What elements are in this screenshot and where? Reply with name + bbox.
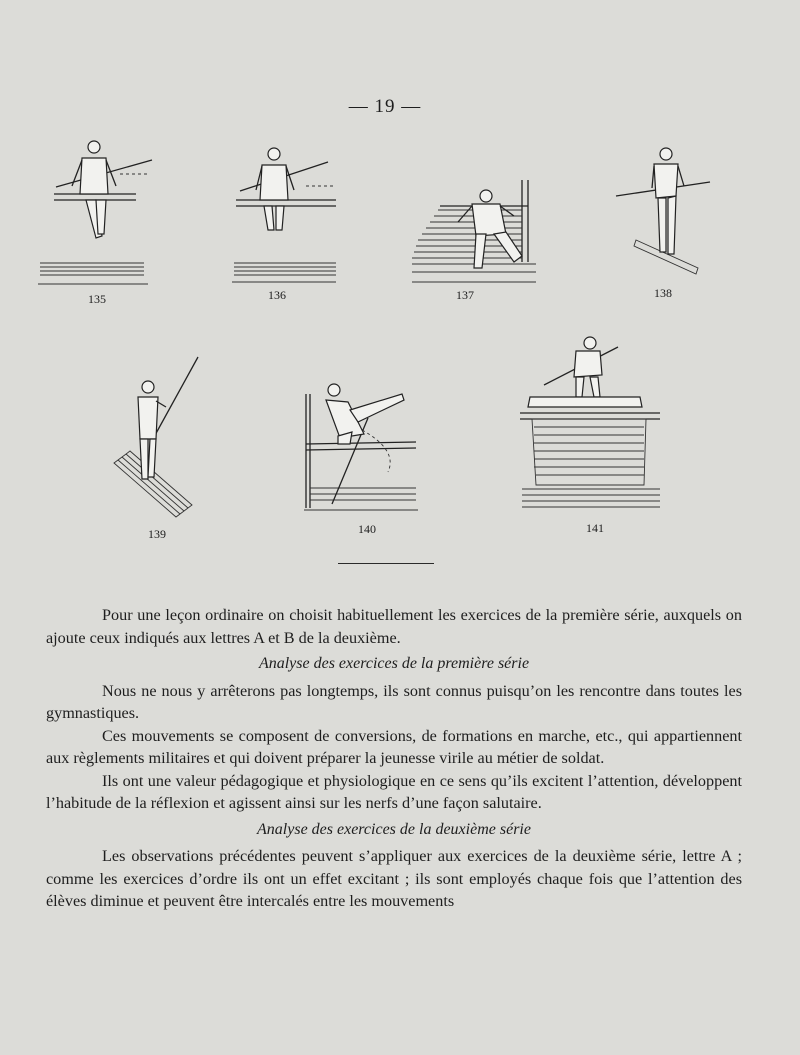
paragraph-1: Nous ne nous y arrêterons pas longtemps, ils sont connus puisqu’on les rencontre dans toutes les gymnastiques. [46,681,742,722]
gymnast-balancing-on-beam-with-rifle-icon [612,140,722,280]
figure-138 [612,140,722,308]
paragraph-3: Ils ont une valeur pédagogique et physiologique en ce sens qu’ils excitent l’attention, développent l’habitude de la réflexion et agissent ainsi sur les nerfs d’une façon salutaire. [46,771,742,812]
paragraph-intro: Pour une leçon ordinaire on choisit habituellement les exercices de la première série, auxquels on ajoute ceux indiqués aux lettres A et B de la deuxième. [46,606,742,647]
heading-second-series: Analyse des exercices de la deuxième série [257,820,531,838]
paragraph-4: Les observations précédentes peuvent s’appliquer aux exercices de la deuxième série, lettre A ; comme les exercices d’ordre ils ont un effet excitant ; ils sont employés chaque fois que l’attention des élèves diminue et peuvent être intercalés entre les mouvements [46,847,742,910]
page-number: — 19 — [348,96,422,117]
gymnast-seated-on-bar-with-rifle-icon [232,130,342,290]
gymnast-on-top-of-wall-with-rifle-icon [518,333,664,515]
paragraph-2: Ces mouvements se composent de conversions, de formations en marche, etc., qui appartiennent aux règlements militaires et qui doivent préparer la jeunesse virile au métier de soldat. [46,726,742,767]
heading-first-series: Analyse des exercices de la première série [258,655,530,672]
figure-141 [518,333,664,543]
figure-139 [110,355,206,545]
figure-135-label: 135 [88,292,106,306]
gymnast-seated-on-beam-with-rifle-icon [36,130,156,290]
section-divider [338,563,434,564]
figure-140 [302,380,420,540]
gymnast-vaulting-bar-with-rifle-icon [302,380,420,520]
figure-140-label: 140 [358,522,376,536]
figure-136-label: 136 [268,288,286,302]
figure-138-label: 138 [654,286,672,300]
body-text [46,604,742,913]
figure-139-label: 139 [148,527,166,541]
figure-135 [36,130,156,310]
gymnast-on-inclined-plank-with-rifle-icon [110,355,206,521]
figure-136 [232,130,342,310]
gymnast-climbing-over-fence-icon [410,176,545,286]
figure-137-label: 137 [456,288,474,302]
figure-141-label: 141 [586,521,604,535]
figure-137 [410,176,545,306]
